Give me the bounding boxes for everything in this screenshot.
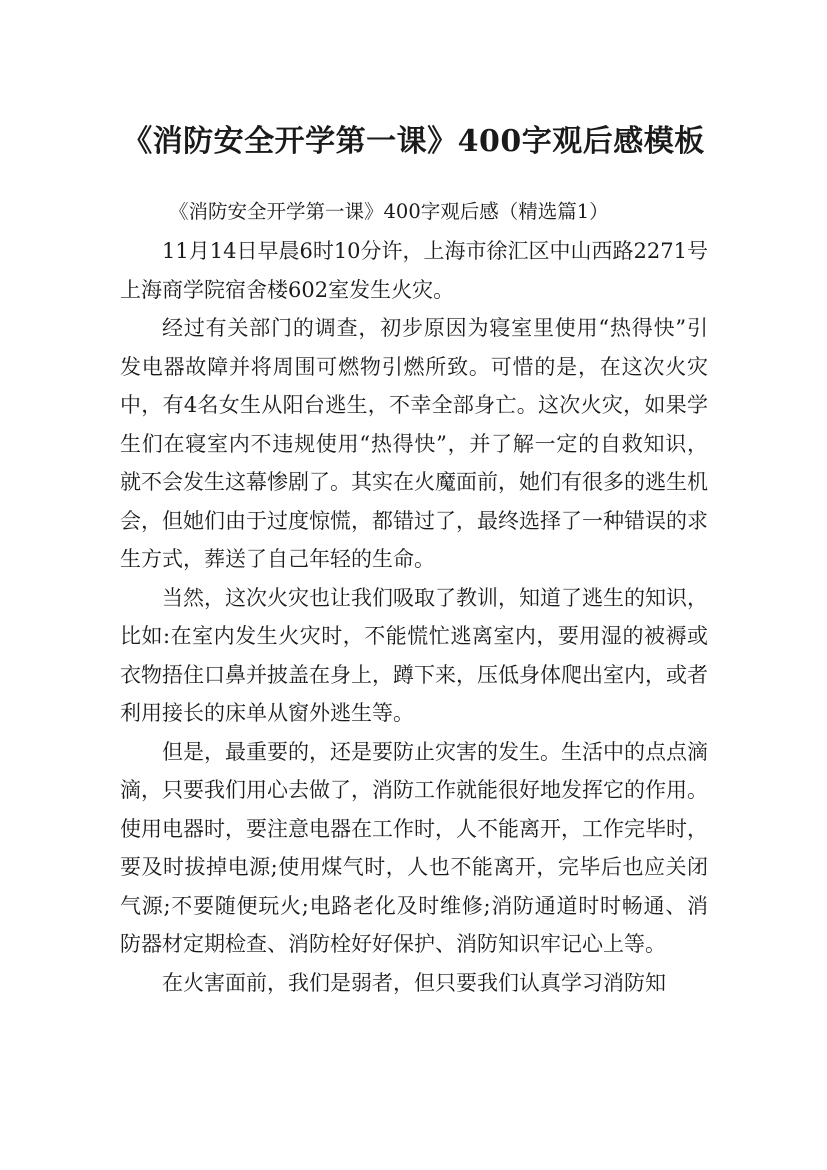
document-title: 《消防安全开学第一课》400字观后感模板 (122, 124, 705, 160)
paragraph-3: 当然，这次火灾也让我们吸取了教训，知道了逃生的知识，比如:在室内发生火灾时，不能慌忙逃离室内，要用湿的被褥或衣物捂住口鼻并披盖在身上，蹲下来，压低身体爬出室内，或者利用接长的床单从窗外逃生等。 (120, 585, 708, 725)
section-heading: 《消防安全开学第一课》400字观后感（精选篇1） (169, 200, 609, 223)
paragraph-1: 11月14日早晨6时10分许，上海市徐汇区中山西路2271号上海商学院宿舍楼602室发生火灾。 (120, 239, 708, 302)
paragraph-2: 经过有关部门的调查，初步原因为寝室里使用“热得快”引发电器故障并将周围可燃物引燃所致。可惜的是，在这次火灾中，有4名女生从阳台逃生，不幸全部身亡。这次火灾，如果学生们在寝室内不违规使用“热得快”，并了解一定的自救知识，就不会发生这幕惨剧了。其实在火魔面前，她们有很多的逃生机会，但她们由于过度惊慌，都错过了，最终选择了一种错误的求生方式，葬送了自己年轻的生命。 (120, 316, 708, 571)
document-body (120, 232, 708, 1002)
paragraph-4: 但是，最重要的，还是要防止灾害的发生。生活中的点点滴滴，只要我们用心去做了，消防工作就能很好地发挥它的作用。使用电器时，要注意电器在工作时，人不能离开，工作完毕时，要及时拔掉电源;使用煤气时，人也不能离开，完毕后也应关闭气源;不要随便玩火;电路老化及时维修;消防通道时时畅通、消防器材定期检查、消防栓好好保护、消防知识牢记心上等。 (120, 739, 708, 956)
paragraph-5: 在火害面前，我们是弱者，但只要我们认真学习消防知 (162, 970, 666, 995)
